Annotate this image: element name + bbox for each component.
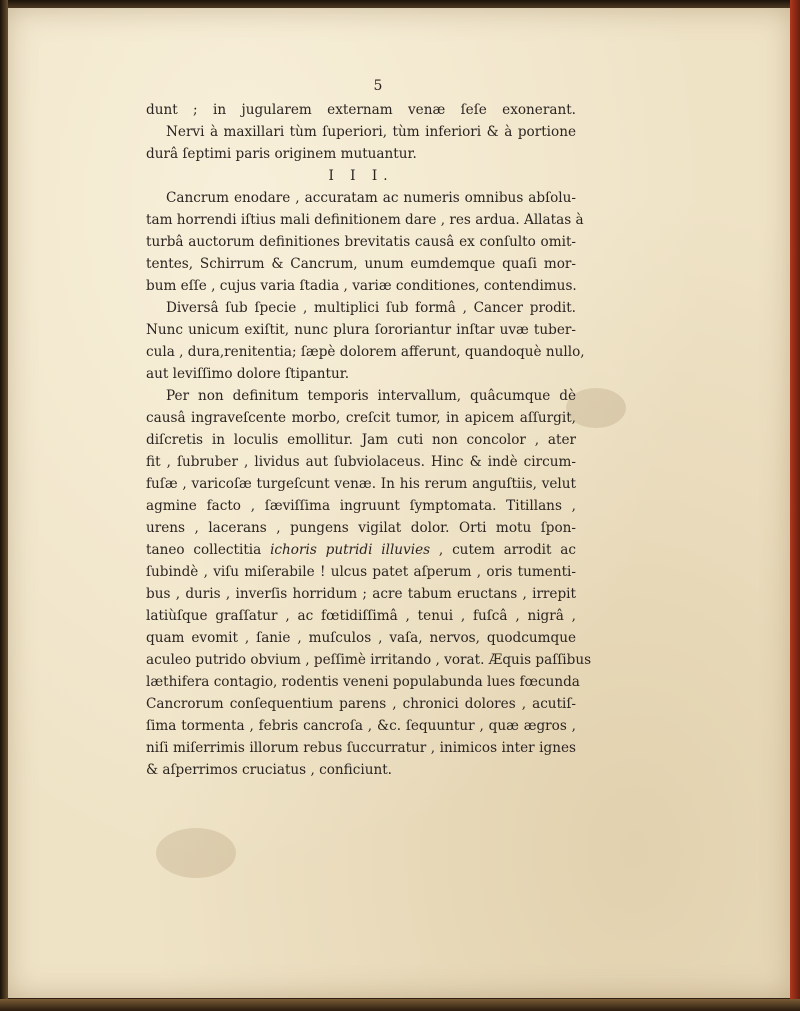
- text-line: tam horrendi iſtius mali definitionem dare , res ardua. Allatas à: [146, 212, 584, 228]
- text-line: quam evomit , ſanie , muſculos , vaſa, nervos, quodcumque: [146, 630, 576, 646]
- text-line: niſi miſerrimis illorum rebus ſuccurratur , inimicos inter ignes: [146, 740, 576, 756]
- text-line: cula , dura,renitentia; ſæpè dolorem afferunt, quandoquè nullo,: [146, 344, 585, 360]
- text-segment: taneo collectitia: [146, 542, 271, 558]
- text-line: tentes, Schirrum & Cancrum, unum eumdemque quaſi mor-: [146, 256, 576, 272]
- text-line: causâ ingraveſcente morbo, creſcit tumor, in apicem aſſurgit,: [146, 410, 576, 426]
- text-line: Cancrum enodare , accuratam ac numeris omnibus abſolu-: [166, 190, 576, 206]
- italic-phrase: ichoris putridi illuvies: [270, 542, 431, 558]
- text-line: Diversâ ſub ſpecie , multiplici ſub formâ , Cancer prodit.: [166, 300, 576, 316]
- text-line: læthifera contagio, rodentis veneni populabunda lues fœcunda: [146, 674, 580, 690]
- text-line: Nervi à maxillari tùm ſuperiori, tùm inferiori & à portione: [166, 124, 576, 140]
- text-line: & aſperrimos cruciatus , conficiunt.: [146, 762, 392, 778]
- page-bottom-edge: [0, 999, 800, 1011]
- text-line: durâ ſeptimi paris originem mutuantur.: [146, 146, 417, 162]
- text-line: bus , duris , inverſis horridum ; acre tabum eructans , irrepit: [146, 586, 576, 602]
- text-line: fit , ſubruber , lividus aut ſubviolaceus. Hinc & indè circum-: [146, 454, 576, 470]
- section-heading: I I I.: [328, 168, 394, 184]
- text-line: ſima tormenta , febris cancroſa , &c. ſequuntur , quæ ægros ,: [146, 718, 576, 734]
- text-line-with-italic: [146, 539, 576, 561]
- text-line: dunt ; in jugularem externam venæ ſeſe exonerant.: [146, 102, 576, 118]
- text-line: aculeo putrido obvium , peſſimè irritando , vorat. Æquis paſſibus: [146, 652, 592, 668]
- text-line: turbâ auctorum definitiones brevitatis causâ ex conſulto omit-: [146, 234, 576, 250]
- text-line: Nunc unicum exiſtit, nunc plura ſororiantur inſtar uvæ tuber-: [146, 322, 576, 338]
- text-line: aut leviſſimo dolore ſtipantur.: [146, 366, 350, 382]
- text-line: fuſæ , varicoſæ turgeſcunt venæ. In his rerum anguſtiis, velut: [146, 476, 576, 492]
- page-number: 5: [373, 78, 383, 94]
- text-line: Cancrorum conſequentium parens , chronici dolores , acutiſ-: [146, 696, 576, 712]
- text-line: ſubindè , viſu miſerabile ! ulcus patet aſperum , oris tumenti-: [146, 564, 576, 580]
- page-left-edge: [0, 0, 8, 1011]
- text-line: bum eſſe , cujus varia ſtadia , variæ conditiones, contendimus.: [146, 278, 577, 294]
- text-line: latiùſque graſſatur , ac fœtidiſſimâ , tenui , fuſcâ , nigrâ ,: [146, 608, 576, 624]
- text-line: Per non definitum temporis intervallum, quâcumque dè: [166, 388, 576, 404]
- body-text: [146, 99, 592, 781]
- text-line: diſcretis in loculis emollitur. Jam cuti non concolor , ater: [146, 432, 576, 448]
- binding-edge: [790, 0, 800, 1011]
- paper-stain: [156, 828, 236, 878]
- text-segment: , cutem arrodit ac: [430, 542, 576, 558]
- text-line: agmine facto , ſæviſſima ingruunt ſymptomata. Titillans ,: [146, 498, 576, 514]
- text-line: urens , lacerans , pungens vigilat dolor. Orti motu ſpon-: [146, 520, 576, 536]
